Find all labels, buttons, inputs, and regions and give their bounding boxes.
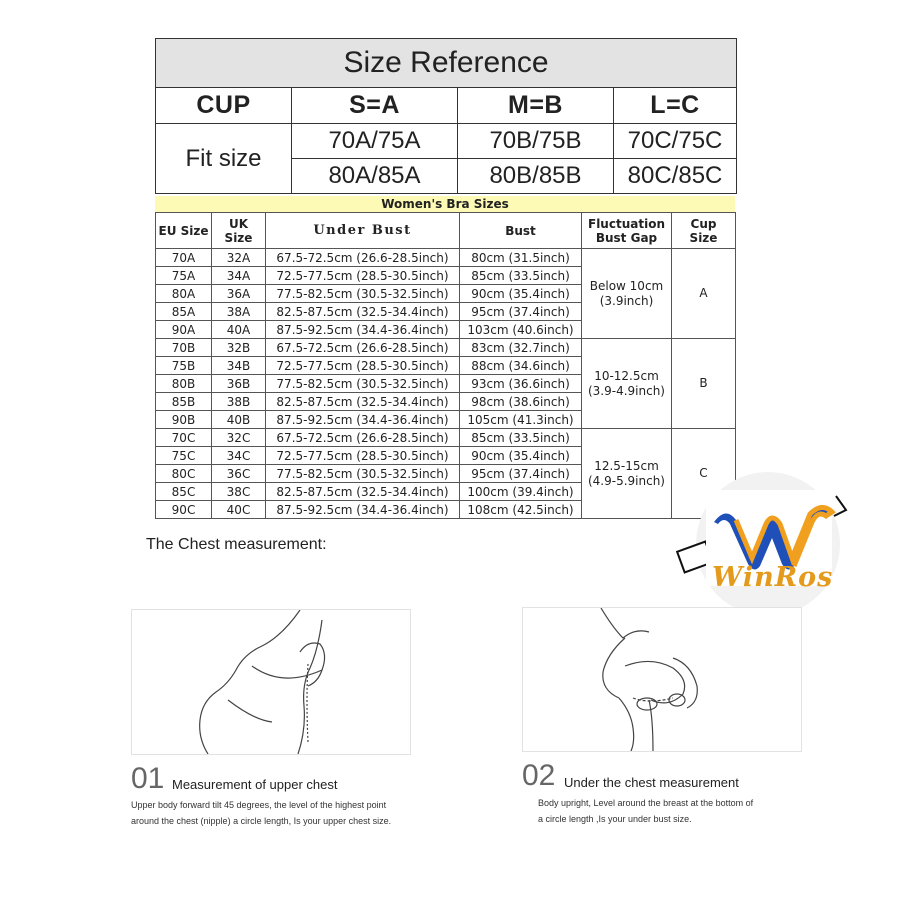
under-bust-header: Under Bust (266, 213, 460, 249)
bust-cell: 98cm (38.6inch) (460, 393, 582, 411)
uk-size-cell: 34A (212, 267, 266, 285)
table-row (156, 249, 736, 267)
eu-size-cell: 75B (156, 357, 212, 375)
size-reference-table (155, 38, 737, 194)
eu-size-cell: 85C (156, 483, 212, 501)
size-reference-title: Size Reference (156, 39, 737, 88)
under-chest-figure-icon (523, 608, 801, 751)
eu-size-cell: 70B (156, 339, 212, 357)
eu-size-cell: 80A (156, 285, 212, 303)
bra-size-table (155, 212, 736, 519)
bust-header: Bust (460, 213, 582, 249)
step-number: 02 (522, 759, 556, 792)
under-bust-cell: 87.5-92.5cm (34.4-36.4inch) (266, 501, 460, 519)
uk-size-cell: 36B (212, 375, 266, 393)
bust-cell: 108cm (42.5inch) (460, 501, 582, 519)
fit-cell: 80A/85A (292, 159, 458, 194)
under-bust-cell: 87.5-92.5cm (34.4-36.4inch) (266, 321, 460, 339)
eu-size-header: EU Size (156, 213, 212, 249)
step-description: Body upright, Level around the breast at the bottom of a circle length ,Is your under bust size. (538, 798, 754, 824)
uk-size-cell: 32C (212, 429, 266, 447)
under-bust-cell: 82.5-87.5cm (32.5-34.4inch) (266, 483, 460, 501)
bust-cell: 90cm (35.4inch) (460, 285, 582, 303)
fit-cell: 70C/75C (614, 124, 737, 159)
uk-size-cell: 38B (212, 393, 266, 411)
bust-cell: 85cm (33.5inch) (460, 267, 582, 285)
under-bust-cell: 82.5-87.5cm (32.5-34.4inch) (266, 303, 460, 321)
uk-size-cell: 36A (212, 285, 266, 303)
eu-size-cell: 80B (156, 375, 212, 393)
eu-size-cell: 90B (156, 411, 212, 429)
bust-gap-cell: 12.5-15cm (4.9-5.9inch) (582, 429, 672, 519)
bust-cell: 105cm (41.3inch) (460, 411, 582, 429)
uk-size-cell: 34C (212, 447, 266, 465)
bust-cell: 88cm (34.6inch) (460, 357, 582, 375)
bust-cell: 80cm (31.5inch) (460, 249, 582, 267)
bust-cell: 95cm (37.4inch) (460, 465, 582, 483)
uk-size-cell: 40C (212, 501, 266, 519)
step-title: Measurement of upper chest (172, 777, 338, 792)
eu-size-cell: 70A (156, 249, 212, 267)
size-s-header: S=A (292, 88, 458, 124)
under-bust-cell: 82.5-87.5cm (32.5-34.4inch) (266, 393, 460, 411)
bust-cell: 90cm (35.4inch) (460, 447, 582, 465)
bust-cell: 100cm (39.4inch) (460, 483, 582, 501)
bust-cell: 95cm (37.4inch) (460, 303, 582, 321)
uk-size-cell: 40A (212, 321, 266, 339)
fit-size-label: Fit size (156, 124, 292, 194)
eu-size-cell: 75C (156, 447, 212, 465)
under-bust-cell: 77.5-82.5cm (30.5-32.5inch) (266, 465, 460, 483)
uk-size-cell: 38A (212, 303, 266, 321)
chest-measurement-title: The Chest measurement: (146, 536, 327, 553)
under-bust-cell: 72.5-77.5cm (28.5-30.5inch) (266, 267, 460, 285)
table-row (156, 429, 736, 447)
eu-size-cell: 75A (156, 267, 212, 285)
eu-size-cell: 85A (156, 303, 212, 321)
eu-size-cell: 80C (156, 465, 212, 483)
uk-size-cell: 32B (212, 339, 266, 357)
step-description: Upper body forward tilt 45 degrees, the level of the highest point around the chest (nipple) a circle length, Is your upper chest size. (131, 800, 392, 826)
uk-size-cell: 32A (212, 249, 266, 267)
bust-gap-cell: 10-12.5cm (3.9-4.9inch) (582, 339, 672, 429)
bust-cell: 103cm (40.6inch) (460, 321, 582, 339)
uk-size-cell: 36C (212, 465, 266, 483)
table-row (156, 339, 736, 357)
cup-size-cell: A (672, 249, 736, 339)
bust-cell: 85cm (33.5inch) (460, 429, 582, 447)
cup-size-header: Cup Size (672, 213, 736, 249)
cup-size-cell: B (672, 339, 736, 429)
under-bust-cell: 72.5-77.5cm (28.5-30.5inch) (266, 447, 460, 465)
bra-table-caption: Women's Bra Sizes (155, 196, 735, 212)
size-m-header: M=B (458, 88, 614, 124)
bust-gap-cell: Below 10cm (3.9inch) (582, 249, 672, 339)
uk-size-cell: 38C (212, 483, 266, 501)
bust-gap-header: Fluctuation Bust Gap (582, 213, 672, 249)
eu-size-cell: 90A (156, 321, 212, 339)
fit-cell: 80B/85B (458, 159, 614, 194)
uk-size-cell: 34B (212, 357, 266, 375)
bust-cell: 83cm (32.7inch) (460, 339, 582, 357)
cup-header: CUP (156, 88, 292, 124)
under-bust-cell: 67.5-72.5cm (26.6-28.5inch) (266, 429, 460, 447)
fit-cell: 70A/75A (292, 124, 458, 159)
under-bust-cell: 77.5-82.5cm (30.5-32.5inch) (266, 285, 460, 303)
uk-size-header: UK Size (212, 213, 266, 249)
under-bust-cell: 67.5-72.5cm (26.6-28.5inch) (266, 249, 460, 267)
fit-cell: 70B/75B (458, 124, 614, 159)
size-l-header: L=C (614, 88, 737, 124)
step-title: Under the chest measurement (564, 775, 739, 790)
eu-size-cell: 85B (156, 393, 212, 411)
uk-size-cell: 40B (212, 411, 266, 429)
step-number: 01 (131, 762, 165, 795)
under-chest-illustration (522, 607, 802, 752)
upper-chest-illustration (131, 609, 411, 755)
under-bust-cell: 72.5-77.5cm (28.5-30.5inch) (266, 357, 460, 375)
logo-text: WinRos (712, 562, 834, 593)
eu-size-cell: 90C (156, 501, 212, 519)
under-bust-cell: 67.5-72.5cm (26.6-28.5inch) (266, 339, 460, 357)
under-bust-cell: 77.5-82.5cm (30.5-32.5inch) (266, 375, 460, 393)
upper-chest-figure-icon (132, 610, 410, 754)
bust-cell: 93cm (36.6inch) (460, 375, 582, 393)
under-bust-cell: 87.5-92.5cm (34.4-36.4inch) (266, 411, 460, 429)
eu-size-cell: 70C (156, 429, 212, 447)
cup-size-cell: C (672, 429, 736, 519)
fit-cell: 80C/85C (614, 159, 737, 194)
